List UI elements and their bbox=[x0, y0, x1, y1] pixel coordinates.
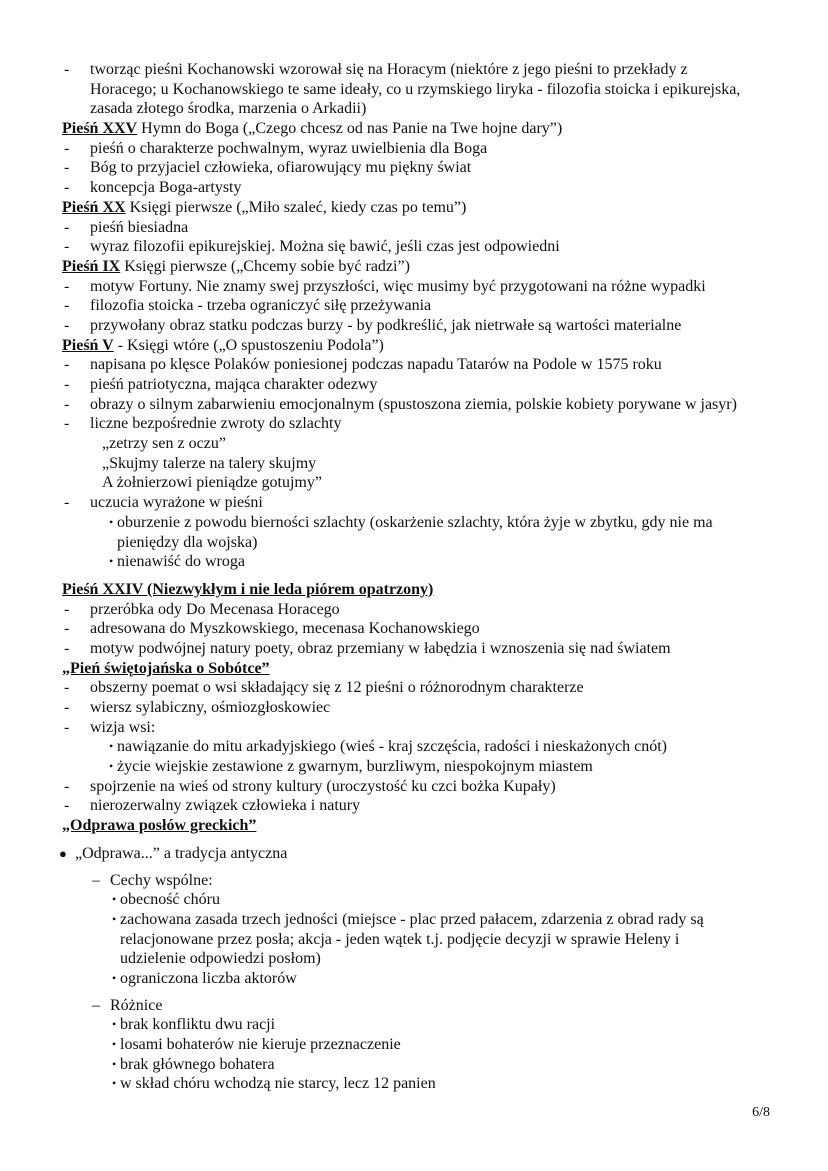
dash-bullet-icon: - bbox=[64, 238, 70, 256]
list-item-text: pieśń biesiadna bbox=[90, 218, 189, 236]
heading-title: Pieśń V bbox=[62, 336, 114, 354]
list-item-text: pieśń o charakterze pochwalnym, wyraz uwielbienia dla Boga bbox=[90, 139, 488, 157]
dash-bullet-icon: - bbox=[64, 297, 70, 315]
list-item-text: udzielenie odpowiedzi posłom) bbox=[120, 950, 321, 968]
section-heading bbox=[0, 816, 828, 836]
list-item bbox=[0, 871, 828, 891]
list-item-text: liczne bezpośrednie zwroty do szlachty bbox=[90, 415, 342, 433]
list-item bbox=[0, 890, 828, 910]
list-item bbox=[0, 296, 828, 316]
list-item-text: nawiązanie do mitu arkadyjskiego (wieś - kraj szczęścia, radości i nieskażonych cnót) bbox=[117, 738, 668, 756]
list-item-text: obrazy o silnym zabarwieniu emocjonalnym (spustoszona ziemia, polskie kobiety porywane w jasyr) bbox=[90, 395, 737, 413]
dash-bullet-icon: - bbox=[64, 61, 70, 78]
heading-title: Pieśń IX bbox=[62, 257, 121, 275]
bullet-icon: • bbox=[112, 1056, 117, 1071]
section-heading bbox=[0, 580, 828, 600]
list-item-text: adresowana do Myszkowskiego, mecenasa Kochanowskiego bbox=[90, 620, 480, 638]
bullet-icon: • bbox=[112, 1037, 117, 1051]
list-item-text: brak głównego bohatera bbox=[120, 1055, 275, 1073]
list-item bbox=[0, 375, 828, 395]
heading-text bbox=[62, 580, 433, 600]
heading-title: „Pień świętojańska o Sobótce” bbox=[62, 659, 270, 677]
list-item-text: zasada złotego środka, marzenia o Arkadii) bbox=[90, 100, 367, 118]
document-body bbox=[0, 60, 828, 1094]
dash-bullet-icon: - bbox=[64, 395, 70, 413]
list-item-continuation bbox=[0, 99, 828, 119]
list-item-continuation bbox=[0, 80, 828, 100]
heading-text bbox=[62, 257, 410, 277]
heading-subtitle: Księgi pierwsze („Miło szaleć, kiedy czas po temu”) bbox=[125, 198, 467, 216]
list-item bbox=[0, 1074, 828, 1094]
list-item-continuation bbox=[0, 533, 828, 553]
list-item bbox=[0, 513, 828, 533]
list-item bbox=[0, 619, 828, 639]
list-item-text: wyraz filozofii epikurejskiej. Można się bawić, jeśli czas jest odpowiedni bbox=[90, 238, 560, 256]
dash-bullet-icon: - bbox=[64, 356, 70, 374]
section-heading bbox=[0, 198, 828, 218]
section-heading bbox=[0, 119, 828, 139]
bullet-icon: • bbox=[112, 970, 117, 985]
dash-bullet-icon: - bbox=[64, 316, 70, 334]
list-item bbox=[0, 718, 828, 738]
list-item-continuation bbox=[0, 949, 828, 969]
list-item bbox=[0, 639, 828, 659]
list-item-text: relacjonowane przez posła; akcja - jeden wątek t.j. podjęcie decyzji w sprawie Heleny i bbox=[120, 930, 680, 948]
section-heading bbox=[0, 659, 828, 679]
bullet-icon: • bbox=[109, 554, 114, 569]
list-item bbox=[0, 552, 828, 572]
list-item bbox=[0, 996, 828, 1016]
section-heading bbox=[0, 336, 828, 356]
list-item bbox=[0, 277, 828, 297]
list-item bbox=[0, 1015, 828, 1035]
list-item bbox=[0, 316, 828, 336]
dash-bullet-icon: - bbox=[64, 679, 70, 697]
bullet-icon: • bbox=[112, 1017, 117, 1032]
list-item-text: koncepcja Boga-artysty bbox=[90, 179, 242, 197]
list-item-text: w skład chóru wchodzą nie starcy, lecz 12 panien bbox=[120, 1075, 436, 1093]
page-number: 6/8 bbox=[752, 1105, 770, 1120]
list-item bbox=[0, 237, 828, 257]
dash-bullet-icon: - bbox=[64, 600, 70, 618]
dash-bullet-icon: - bbox=[64, 159, 70, 177]
list-item bbox=[0, 737, 828, 757]
list-item bbox=[0, 757, 828, 777]
list-item bbox=[0, 434, 828, 454]
heading-subtitle: Hymn do Boga („Czego chcesz od nas Panie na Twe hojne dary”) bbox=[137, 120, 563, 138]
list-item bbox=[0, 414, 828, 434]
heading-title: Pieśń XXV bbox=[62, 120, 138, 138]
list-item-text: motyw podwójnej natury poety, obraz przemiany w łabędzia i wznoszenia się nad światem bbox=[90, 639, 671, 657]
list-item-text: uczucia wyrażone w pieśni bbox=[90, 494, 263, 512]
list-item-text: napisana po klęsce Polaków poniesionej podczas napadu Tatarów na Podole w 1575 roku bbox=[90, 356, 662, 374]
heading-title: „Odprawa posłów greckich” bbox=[62, 817, 257, 835]
list-item-text: A żołnierzowi pieniądze gotujmy” bbox=[102, 474, 322, 492]
list-item bbox=[0, 139, 828, 159]
list-item-text: Horacego; u Kochanowskiego te same ideały, co u rzymskiego liryka - filozofia stoicka i epikurejska, bbox=[90, 80, 741, 98]
dash-bullet-icon: - bbox=[64, 376, 70, 393]
dash-bullet-icon: - bbox=[64, 179, 70, 197]
list-item bbox=[0, 1055, 828, 1075]
heading-text bbox=[62, 119, 562, 139]
dash-bullet-icon: – bbox=[92, 871, 100, 889]
bullet-icon: • bbox=[109, 759, 114, 774]
list-item bbox=[0, 678, 828, 698]
list-item-text: pieśń patriotyczna, mająca charakter odezwy bbox=[90, 376, 378, 393]
list-item bbox=[0, 698, 828, 718]
list-item-text: Różnice bbox=[110, 996, 163, 1014]
dash-bullet-icon: - bbox=[64, 699, 70, 716]
list-item-text: Bóg to przyjaciel człowieka, ofiarowujący mu piękny świat bbox=[90, 159, 472, 177]
list-item bbox=[0, 158, 828, 178]
heading-text bbox=[62, 659, 270, 679]
dash-bullet-icon: - bbox=[64, 415, 70, 433]
list-item bbox=[0, 844, 828, 864]
heading-subtitle: Księgi pierwsze („Chcemy sobie być radzi”) bbox=[120, 257, 410, 275]
list-item bbox=[0, 60, 828, 80]
dash-bullet-icon: - bbox=[64, 139, 70, 157]
list-item-continuation bbox=[0, 930, 828, 950]
list-item-text: losami bohaterów nie kieruje przeznaczenie bbox=[120, 1036, 401, 1053]
list-item-text: pieniędzy dla wojska) bbox=[117, 533, 258, 551]
list-item-text: spojrzenie na wieś od strony kultury (uroczystość ku czci bożka Kupały) bbox=[90, 777, 556, 795]
section-heading bbox=[0, 257, 828, 277]
bullet-icon: • bbox=[109, 514, 114, 529]
heading-text bbox=[62, 816, 256, 836]
dash-bullet-icon: - bbox=[64, 620, 70, 638]
list-item-text: obszerny poemat o wsi składający się z 12 pieśni o różnorodnym charakterze bbox=[90, 679, 584, 697]
list-item bbox=[0, 355, 828, 375]
heading-subtitle: - Księgi wtóre („O spustoszeniu Podola”) bbox=[113, 336, 384, 354]
list-item-text: „Skujmy talerze na talery skujmy bbox=[102, 454, 317, 472]
list-item bbox=[0, 218, 828, 238]
list-item bbox=[0, 395, 828, 415]
heading-title: Pieśń XX bbox=[62, 198, 126, 216]
list-item-text: przywołany obraz statku podczas burzy - by podkreślić, jak nietrwałe są wartości materialne bbox=[90, 316, 682, 334]
list-item-text: Cechy wspólne: bbox=[110, 871, 213, 889]
heading-text bbox=[62, 336, 384, 356]
list-item bbox=[0, 777, 828, 797]
list-item-text: oburzenie z powodu bierności szlachty (oskarżenie szlachty, która żyje w zbytku, gdy nie ma bbox=[117, 513, 713, 531]
list-item-text: „zetrzy sen z oczu” bbox=[102, 435, 226, 453]
list-item bbox=[0, 910, 828, 930]
list-item-text: wiersz sylabiczny, ośmiozgłoskowiec bbox=[90, 699, 331, 716]
list-item-text: „Odprawa...” a tradycja antyczna bbox=[75, 844, 288, 862]
dash-bullet-icon: - bbox=[64, 494, 70, 512]
dash-bullet-icon: - bbox=[64, 218, 70, 236]
bullet-icon: • bbox=[109, 739, 114, 754]
dash-bullet-icon: - bbox=[64, 718, 70, 736]
dash-bullet-icon: - bbox=[64, 639, 70, 657]
list-item-text: nienawiść do wroga bbox=[117, 553, 245, 571]
list-item-text: wizja wsi: bbox=[90, 718, 156, 736]
list-item-text: obecność chóru bbox=[120, 891, 220, 909]
list-item bbox=[0, 1035, 828, 1055]
list-item bbox=[0, 600, 828, 620]
list-item-continuation bbox=[0, 454, 828, 474]
list-item bbox=[0, 796, 828, 816]
list-item bbox=[0, 178, 828, 198]
list-item-text: brak konfliktu dwu racji bbox=[120, 1016, 276, 1034]
dash-bullet-icon: - bbox=[64, 797, 70, 815]
list-item-text: tworząc pieśni Kochanowski wzorował się na Horacym (niektóre z jego pieśni to przekłady z bbox=[90, 61, 688, 78]
list-item-text: nierozerwalny związek człowieka i natury bbox=[90, 797, 361, 815]
bullet-icon: • bbox=[112, 892, 117, 907]
bullet-icon: ● bbox=[59, 845, 67, 861]
bullet-icon: • bbox=[112, 911, 117, 926]
dash-bullet-icon: - bbox=[64, 777, 70, 795]
dash-bullet-icon: - bbox=[64, 277, 70, 295]
list-item-text: przeróbka ody Do Mecenasa Horacego bbox=[90, 600, 340, 618]
list-item bbox=[0, 969, 828, 989]
list-item-text: filozofia stoicka - trzeba ograniczyć siłę przeżywania bbox=[90, 297, 432, 315]
list-item-continuation bbox=[0, 473, 828, 493]
dash-bullet-icon: – bbox=[92, 996, 100, 1014]
list-item bbox=[0, 493, 828, 513]
list-item-text: motyw Fortuny. Nie znamy swej przyszłości, więc musimy być przygotowani na różne wypadki bbox=[90, 277, 706, 295]
list-item-text: ograniczona liczba aktorów bbox=[120, 969, 297, 987]
list-item-text: życie wiejskie zestawione z gwarnym, burzliwym, niespokojnym miastem bbox=[117, 758, 593, 776]
heading-title: Pieśń XXIV (Niezwykłym i nie leda piórem opatrzony) bbox=[62, 580, 434, 598]
bullet-icon: • bbox=[112, 1076, 117, 1091]
heading-text bbox=[62, 198, 466, 218]
list-item-text: zachowana zasada trzech jedności (miejsce - plac przed pałacem, zdarzenia z obrad rady są bbox=[120, 910, 704, 928]
